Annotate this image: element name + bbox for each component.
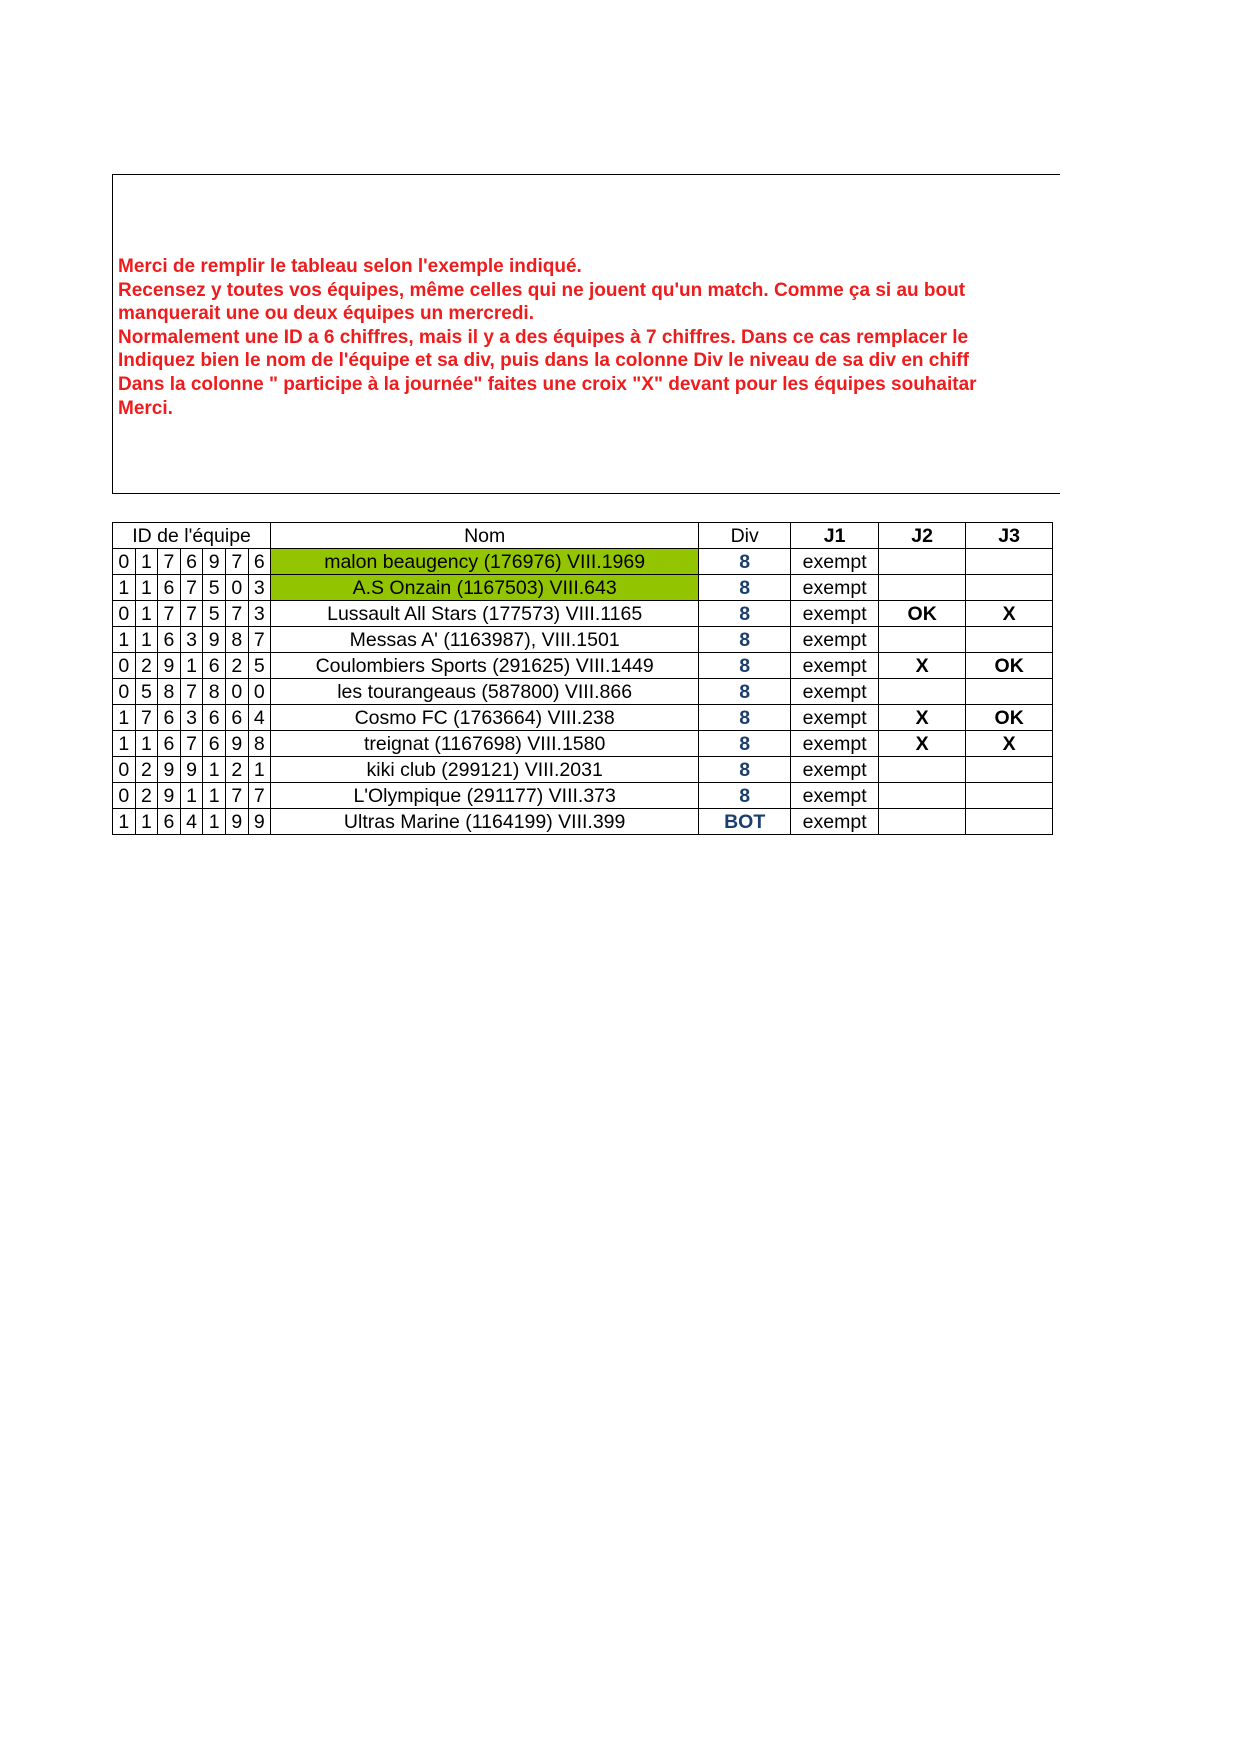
id-digit-cell[interactable]: 5 <box>203 575 226 601</box>
id-digit-cell[interactable]: 0 <box>113 757 136 783</box>
table-row <box>113 653 1053 679</box>
instruction-line: Indiquez bien le nom de l'équipe et sa div, puis dans la colonne Div le niveau de sa div en chiff <box>118 350 969 372</box>
id-digit-cell[interactable]: 9 <box>225 731 248 757</box>
j2-cell[interactable] <box>879 679 966 705</box>
id-digit-cell[interactable]: 9 <box>158 757 181 783</box>
instruction-line: Recensez y toutes vos équipes, même celles qui ne jouent qu'un match. Comme ça si au bout <box>118 279 966 301</box>
id-digit-cell[interactable]: 9 <box>203 627 226 653</box>
div-cell[interactable]: 8 <box>699 731 791 757</box>
nom-cell[interactable]: treignat (1167698) VIII.1580 <box>271 731 699 757</box>
id-digit-cell[interactable]: 9 <box>225 809 248 835</box>
instruction-line: Merci. <box>118 397 173 419</box>
j1-cell[interactable]: exempt <box>791 549 879 575</box>
header-nom: Nom <box>271 523 699 549</box>
id-digit-cell[interactable]: 3 <box>248 575 271 601</box>
id-digit-cell[interactable]: 6 <box>203 653 226 679</box>
id-digit-cell[interactable]: 1 <box>135 731 158 757</box>
instructions-box <box>112 174 1060 494</box>
j2-cell[interactable]: OK <box>879 601 966 627</box>
id-digit-cell[interactable]: 0 <box>113 783 136 809</box>
j2-cell[interactable] <box>879 783 966 809</box>
id-digit-cell[interactable]: 6 <box>180 549 203 575</box>
div-cell[interactable]: 8 <box>699 705 791 731</box>
id-digit-cell[interactable]: 6 <box>248 549 271 575</box>
id-digit-cell[interactable]: 8 <box>203 679 226 705</box>
id-digit-cell[interactable]: 0 <box>225 575 248 601</box>
id-digit-cell[interactable]: 5 <box>203 601 226 627</box>
j1-cell[interactable]: exempt <box>791 757 879 783</box>
id-digit-cell[interactable]: 2 <box>225 653 248 679</box>
nom-cell[interactable]: Cosmo FC (1763664) VIII.238 <box>271 705 699 731</box>
table-row <box>113 575 1053 601</box>
id-digit-cell[interactable]: 9 <box>203 549 226 575</box>
id-digit-cell[interactable]: 5 <box>248 653 271 679</box>
instruction-line: Dans la colonne " participe à la journée" faites une croix "X" devant pour les équipes souhaitar <box>118 373 977 395</box>
instruction-line: manquerait une ou deux équipes un mercredi. <box>118 303 534 325</box>
div-cell[interactable]: 8 <box>699 653 791 679</box>
table-row <box>113 757 1053 783</box>
header-id: ID de l'équipe <box>113 523 271 549</box>
id-digit-cell[interactable]: 7 <box>158 601 181 627</box>
j2-cell[interactable]: X <box>879 705 966 731</box>
teams-table <box>112 522 1053 835</box>
table-row <box>113 705 1053 731</box>
id-digit-cell[interactable]: 7 <box>180 575 203 601</box>
id-digit-cell[interactable]: 5 <box>135 679 158 705</box>
nom-cell[interactable]: A.S Onzain (1167503) VIII.643 <box>271 575 699 601</box>
j2-cell[interactable] <box>879 549 966 575</box>
j1-cell[interactable]: exempt <box>791 627 879 653</box>
j3-cell[interactable] <box>966 679 1053 705</box>
j2-cell[interactable]: X <box>879 731 966 757</box>
instruction-line: Merci de remplir le tableau selon l'exemple indiqué. <box>118 256 582 277</box>
header-j1: J1 <box>791 523 879 549</box>
id-digit-cell[interactable]: 2 <box>135 757 158 783</box>
j3-cell[interactable]: X <box>966 601 1053 627</box>
div-cell[interactable]: BOT <box>699 809 791 835</box>
id-digit-cell[interactable]: 7 <box>180 679 203 705</box>
div-cell[interactable]: 8 <box>699 627 791 653</box>
id-digit-cell[interactable]: 3 <box>180 705 203 731</box>
id-digit-cell[interactable]: 0 <box>225 679 248 705</box>
id-digit-cell[interactable]: 2 <box>135 783 158 809</box>
j1-cell[interactable]: exempt <box>791 679 879 705</box>
id-digit-cell[interactable]: 1 <box>113 705 136 731</box>
id-digit-cell[interactable]: 1 <box>135 549 158 575</box>
id-digit-cell[interactable]: 0 <box>248 679 271 705</box>
j3-cell[interactable] <box>966 627 1053 653</box>
id-digit-cell[interactable]: 8 <box>225 627 248 653</box>
j3-cell[interactable] <box>966 783 1053 809</box>
id-digit-cell[interactable]: 8 <box>158 679 181 705</box>
table-row <box>113 679 1053 705</box>
id-digit-cell[interactable]: 6 <box>158 575 181 601</box>
id-digit-cell[interactable]: 7 <box>225 783 248 809</box>
j1-cell[interactable]: exempt <box>791 809 879 835</box>
j3-cell[interactable] <box>966 757 1053 783</box>
id-digit-cell[interactable]: 9 <box>158 653 181 679</box>
id-digit-cell[interactable]: 6 <box>203 731 226 757</box>
j1-cell[interactable]: exempt <box>791 783 879 809</box>
nom-cell[interactable]: Coulombiers Sports (291625) VIII.1449 <box>271 653 699 679</box>
id-digit-cell[interactable]: 9 <box>180 757 203 783</box>
j2-cell[interactable] <box>879 757 966 783</box>
j3-cell[interactable] <box>966 809 1053 835</box>
header-div: Div <box>699 523 791 549</box>
j1-cell[interactable]: exempt <box>791 731 879 757</box>
instructions-text <box>118 255 977 420</box>
j2-cell[interactable]: X <box>879 653 966 679</box>
j3-cell[interactable]: X <box>966 731 1053 757</box>
j1-cell[interactable]: exempt <box>791 601 879 627</box>
id-digit-cell[interactable]: 7 <box>180 601 203 627</box>
j2-cell[interactable] <box>879 809 966 835</box>
id-digit-cell[interactable]: 7 <box>180 731 203 757</box>
div-cell[interactable]: 8 <box>699 757 791 783</box>
id-digit-cell[interactable]: 3 <box>248 601 271 627</box>
id-digit-cell[interactable]: 1 <box>203 809 226 835</box>
div-cell[interactable]: 8 <box>699 575 791 601</box>
id-digit-cell[interactable]: 6 <box>158 731 181 757</box>
j1-cell[interactable]: exempt <box>791 705 879 731</box>
header-j3: J3 <box>966 523 1053 549</box>
nom-cell[interactable]: Messas A' (1163987), VIII.1501 <box>271 627 699 653</box>
div-cell[interactable]: 8 <box>699 783 791 809</box>
id-digit-cell[interactable]: 7 <box>225 549 248 575</box>
table-row <box>113 601 1053 627</box>
id-digit-cell[interactable]: 2 <box>225 757 248 783</box>
nom-cell[interactable]: kiki club (299121) VIII.2031 <box>271 757 699 783</box>
div-cell[interactable]: 8 <box>699 601 791 627</box>
id-digit-cell[interactable]: 6 <box>158 809 181 835</box>
id-digit-cell[interactable]: 1 <box>113 627 136 653</box>
id-digit-cell[interactable]: 9 <box>248 809 271 835</box>
id-digit-cell[interactable]: 0 <box>113 679 136 705</box>
table-row <box>113 731 1053 757</box>
id-digit-cell[interactable]: 1 <box>113 809 136 835</box>
header-j2: J2 <box>879 523 966 549</box>
j3-cell[interactable] <box>966 575 1053 601</box>
nom-cell[interactable]: L'Olympique (291177) VIII.373 <box>271 783 699 809</box>
id-digit-cell[interactable]: 1 <box>248 757 271 783</box>
id-digit-cell[interactable]: 1 <box>113 731 136 757</box>
instruction-line: Normalement une ID a 6 chiffres, mais il y a des équipes à 7 chiffres. Dans ce cas remplacer le <box>118 326 969 348</box>
div-cell[interactable]: 8 <box>699 679 791 705</box>
id-digit-cell[interactable]: 1 <box>135 601 158 627</box>
id-digit-cell[interactable]: 3 <box>180 627 203 653</box>
j2-cell[interactable] <box>879 627 966 653</box>
id-digit-cell[interactable]: 0 <box>113 653 136 679</box>
id-digit-cell[interactable]: 7 <box>225 601 248 627</box>
table-row <box>113 809 1053 835</box>
id-digit-cell[interactable]: 1 <box>135 575 158 601</box>
id-digit-cell[interactable]: 1 <box>203 783 226 809</box>
j3-cell[interactable] <box>966 549 1053 575</box>
nom-cell[interactable]: les tourangeaus (587800) VIII.866 <box>271 679 699 705</box>
id-digit-cell[interactable]: 6 <box>158 627 181 653</box>
id-digit-cell[interactable]: 0 <box>113 601 136 627</box>
nom-cell[interactable]: malon beaugency (176976) VIII.1969 <box>271 549 699 575</box>
j3-cell[interactable]: OK <box>966 653 1053 679</box>
id-digit-cell[interactable]: 1 <box>203 757 226 783</box>
j3-cell[interactable]: OK <box>966 705 1053 731</box>
table-row <box>113 783 1053 809</box>
id-digit-cell[interactable]: 7 <box>248 627 271 653</box>
id-digit-cell[interactable]: 4 <box>248 705 271 731</box>
id-digit-cell[interactable]: 1 <box>180 653 203 679</box>
table-row <box>113 549 1053 575</box>
id-digit-cell[interactable]: 6 <box>158 705 181 731</box>
id-digit-cell[interactable]: 4 <box>180 809 203 835</box>
id-digit-cell[interactable]: 1 <box>135 809 158 835</box>
id-digit-cell[interactable]: 8 <box>248 731 271 757</box>
nom-cell[interactable]: Lussault All Stars (177573) VIII.1165 <box>271 601 699 627</box>
j1-cell[interactable]: exempt <box>791 575 879 601</box>
table-row <box>113 627 1053 653</box>
id-digit-cell[interactable]: 1 <box>113 575 136 601</box>
header-row <box>113 523 1053 549</box>
id-digit-cell[interactable]: 0 <box>113 549 136 575</box>
id-digit-cell[interactable]: 7 <box>158 549 181 575</box>
id-digit-cell[interactable]: 6 <box>203 705 226 731</box>
j1-cell[interactable]: exempt <box>791 653 879 679</box>
id-digit-cell[interactable]: 1 <box>180 783 203 809</box>
nom-cell[interactable]: Ultras Marine (1164199) VIII.399 <box>271 809 699 835</box>
id-digit-cell[interactable]: 6 <box>225 705 248 731</box>
id-digit-cell[interactable]: 1 <box>135 627 158 653</box>
id-digit-cell[interactable]: 7 <box>248 783 271 809</box>
id-digit-cell[interactable]: 2 <box>135 653 158 679</box>
id-digit-cell[interactable]: 9 <box>158 783 181 809</box>
j2-cell[interactable] <box>879 575 966 601</box>
div-cell[interactable]: 8 <box>699 549 791 575</box>
id-digit-cell[interactable]: 7 <box>135 705 158 731</box>
